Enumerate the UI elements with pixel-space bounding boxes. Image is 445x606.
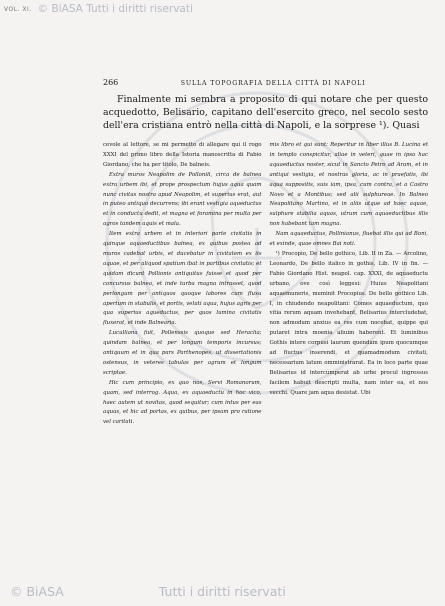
right-paragraph: Nam aquaeductus, Pollinianus, fluebat illis qui ad Boni, et exinde, quae omnes Bai noti.: [269, 231, 428, 248]
left-paragraph: cevole al lettore, se mi permetto di allegare qui il rogo XXXI del primo libro della Istoria manoscritta di Fabio Giordano, che ha per titolo, De balneis.: [103, 142, 262, 168]
intro-text: Finalmente mi sembra a proposito di qui notare che per questo acquedotto, Belisario, capitano dell'esercito greco, nel secolo sesto dell'era cristiana entrò nella città di Napoli, e la sorprese ¹). Quasi: [103, 94, 428, 131]
left-paragraph: Luculliana fuit, Pollenssis quoque sed Heraclia; quindam balnea, et per longum temporis incursus; antiquum et in qua pars Parthenopes, ut dissertationis ostensus, in veteres tabulas per agrum et longum scriptae.: [103, 330, 262, 376]
watermark-bottom-left: © BiASA: [10, 584, 64, 599]
watermark-bottom: [10, 584, 435, 599]
running-header: [103, 78, 428, 87]
footnote: ¹) Procopio, De bello gothico, Lib. II in Za. — Arcolino, Leonardo, De bello italico in gothis, Lib. IV in fin. — Fabio Giordano Hist. neapol. cap. XXXI, de aquaeductu urbano, ove così leggesi: Huius Neapolitani aquaemuneris, meminit Procopius. De bello gothico Lib. I, in chiudendo neapolitani: Comes aquaeductum, quo vitia rerum aquam invehebant, Belisarius intercludebat, non admodum anxius ea res cum nocebat, quippe qui putaret intra moenia aliuim haberent. Et luminibus Gothis intere corpusi laurum quendam ipum quocumque ad fluctus inserendi, et quamadmodum civitati, necessarium latum omministrarat. Ea in loco parte quae Belisarius id intercumperat ab urbe procul ingressus facilem habuit descripti multa, nam inter ea, et nos vecchi. Quare jam aqua desistat. Ubi: [269, 250, 428, 396]
page-number: 266: [103, 78, 119, 87]
left-paragraph: Hic cum principio, ex quo nos, Servi Romanorum, quam, sed interrog. Aqua, ex aquaeductu in hoc vico, haec autem ut novitas, quod sequitur; cum intus per eas aquas, et hic ad portas, ex quibus, per ipsam pro ratione vel caritati.: [103, 379, 262, 426]
left-paragraph: Extra muros Neapolim de Pollonili, circa de balnea extra urbem ibi, et prope prospectum hujus aqua quam nunc civitas nostra apud Neapolim, et superius erat, aut in puteo antiquo decurrens; ibi erant vestigia aqueductus et in conductu dedit, et magna et foramina per multa per agros tandem aquis et mala.: [103, 171, 262, 228]
volume-tag: VOL. XI.: [4, 5, 32, 13]
watermark-bottom-right: Tutti i diritti riservati: [158, 584, 286, 599]
right-paragraph: mis libro et qui sunt: Reperitur in liber illus B. Lucina et in templo conspicitur, aliae in veteri, quae in ipsa hac aquaeductus noster, sicut in Sancto Petro ad Aram, et in antiqui vestigia, et nostras gloria, ac in praefatis, ibi aqua suppositis, suis iam, ipsa, cum contra, et a Castro Novo et a Montibus; sed alii sulphureae. In Balneo Neapolitano Martino, et in aliis utque ad haec aquae, sulphure stabilia aquas, utrum cum aquaeductibus illis non habebant tam magna.: [269, 142, 428, 228]
two-column-text: [103, 141, 428, 428]
watermark-top: [4, 3, 441, 15]
book-page: [103, 78, 428, 428]
intro-paragraph: [103, 93, 428, 132]
right-column: [270, 141, 429, 428]
running-head: SULLA TOPOGRAFIA DELLA CITTÀ DI NAPOLI: [180, 80, 366, 87]
left-column: [103, 141, 262, 428]
watermark-top-text: © BiASA Tutti i diritti riservati: [37, 3, 193, 15]
left-paragraph: Item extra urbem et in interiori parte civitatis in quinque aquaeductibus balnea, ex quibus postea ad muros cadebat urbis, et ducebatur in civitatem ex iis aquae, et per aliquod spatium ibat in partibus civitatis; et quidam dicunt Pollionis antiquitus fuisse et quod per concursus balnea, et inde turba magna intrasset, quod perlongum per antiquos quoque labores cum fluxu apertum in stabulis, et portis, veluti aqua, hujus agris per qua superius aqueductus, per quos lumina civitatis fluxerat, et inde Balnearia.: [103, 231, 262, 327]
